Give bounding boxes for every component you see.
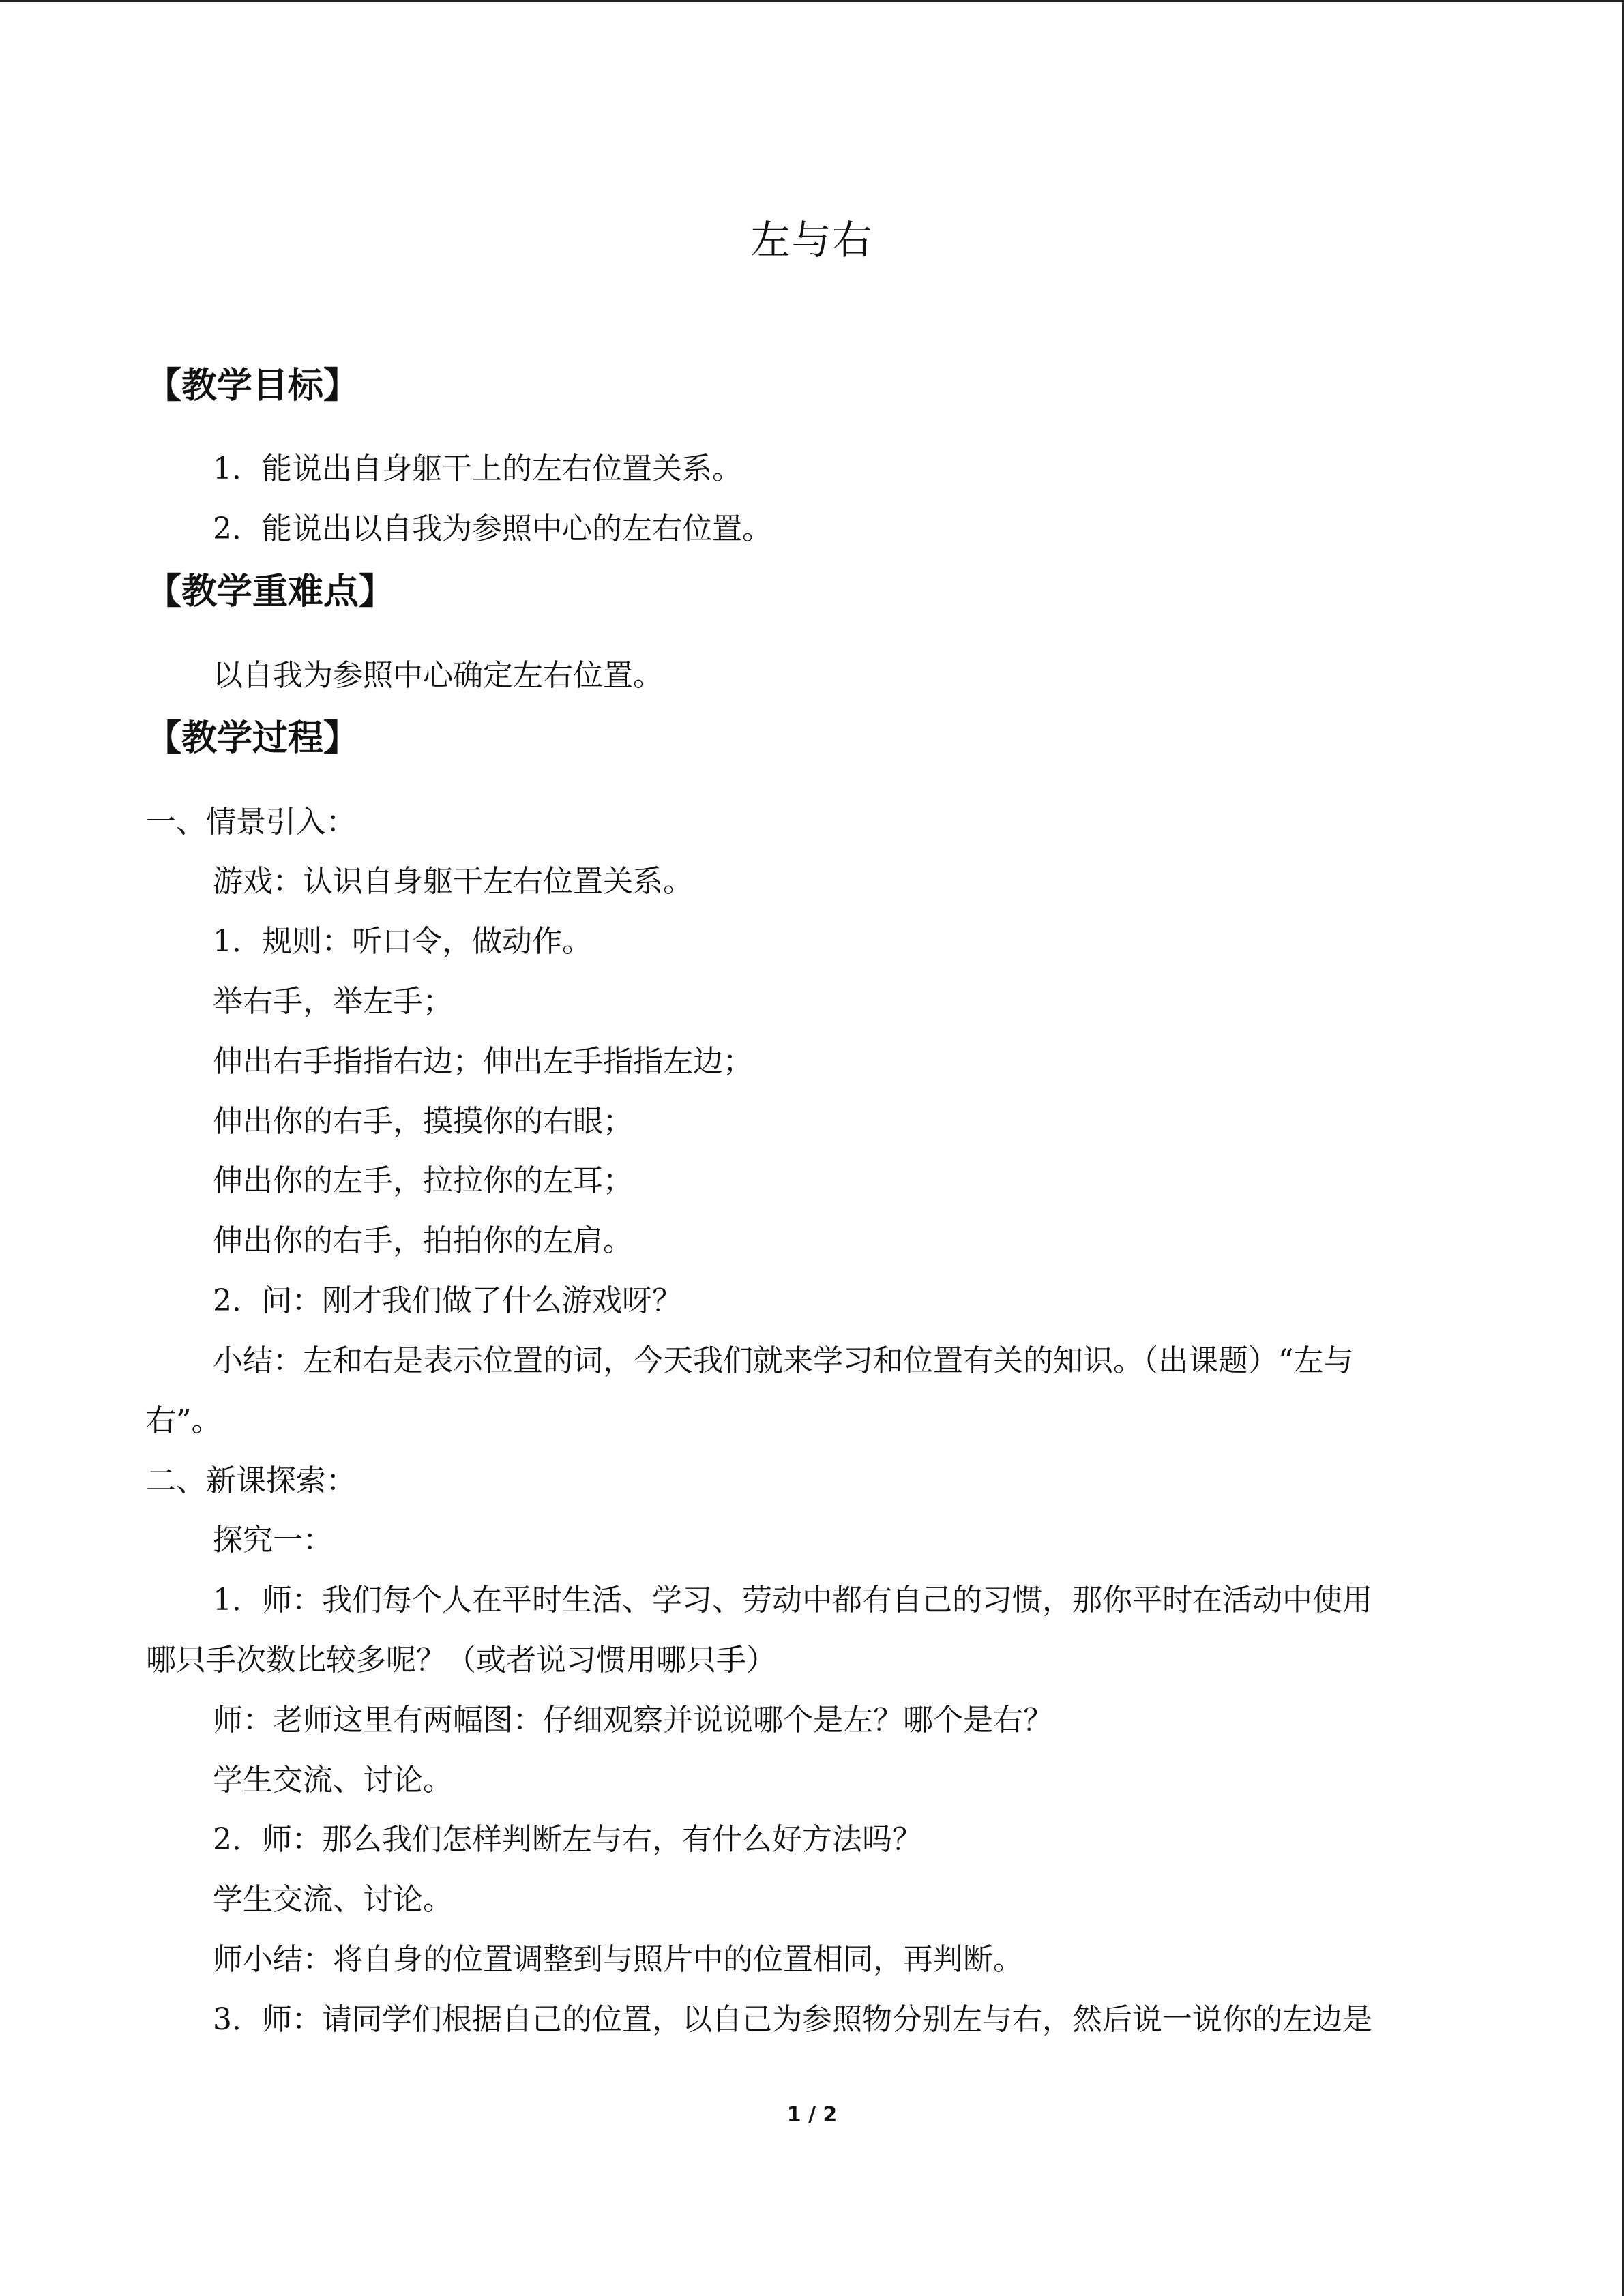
process-line: 哪只手次数比较多呢？（或者说习惯用哪只手） [146,1643,776,1678]
process-line: 游戏：认识自身躯干左右位置关系。 [213,864,693,899]
process-line: 3．师：请同学们根据自己的位置，以自己为参照物分别左与右，然后说一说你的左边是 [213,2002,1372,2037]
objective-item: 1．能说出自身躯干上的左右位置关系。 [213,451,742,486]
objective-item: 2．能说出以自我为参照中心的左右位置。 [213,511,772,546]
process-line: 举右手，举左手； [213,984,453,1019]
process-line: 1．规则：听口令，做动作。 [213,924,592,959]
process-line: 2．师：那么我们怎样判断左与右，有什么好方法吗？ [213,1822,922,1857]
document-title: 左与右 [750,217,874,263]
process-line: 伸出你的右手，摸摸你的右眼； [213,1104,633,1139]
section-heading-key-points: 【教学重难点】 [146,571,395,612]
key-point-item: 以自我为参照中心确定左右位置。 [213,658,663,693]
process-line: 小结：左和右是表示位置的词，今天我们就来学习和位置有关的知识。（出课题）“左与 [213,1343,1354,1378]
process-line: 学生交流、讨论。 [213,1882,453,1917]
process-line: 伸出你的左手，拉拉你的左耳； [213,1163,633,1198]
process-line: 右”。 [146,1403,222,1438]
process-line: 师小结：将自身的位置调整到与照片中的位置相同，再判断。 [213,1942,1023,1977]
process-line: 一、情景引入： [146,805,356,839]
page-number: 1 / 2 [786,2103,838,2127]
process-line: 伸出右手指指右边；伸出左手指指左边； [213,1044,753,1079]
process-line: 2．问：刚才我们做了什么游戏呀？ [213,1283,682,1318]
section-heading-process: 【教学过程】 [146,718,359,759]
process-line: 二、新课探索： [146,1463,356,1498]
process-line: 1．师：我们每个人在平时生活、学习、劳动中都有自己的习惯，那你平时在活动中使用 [213,1583,1372,1617]
process-line: 学生交流、讨论。 [213,1763,453,1798]
section-heading-objectives: 【教学目标】 [146,366,359,406]
process-line: 师：老师这里有两幅图：仔细观察并说说哪个是左？哪个是右？ [213,1703,1053,1738]
process-line: 探究一： [213,1523,333,1557]
process-line: 伸出你的右手，拍拍你的左肩。 [213,1223,633,1258]
